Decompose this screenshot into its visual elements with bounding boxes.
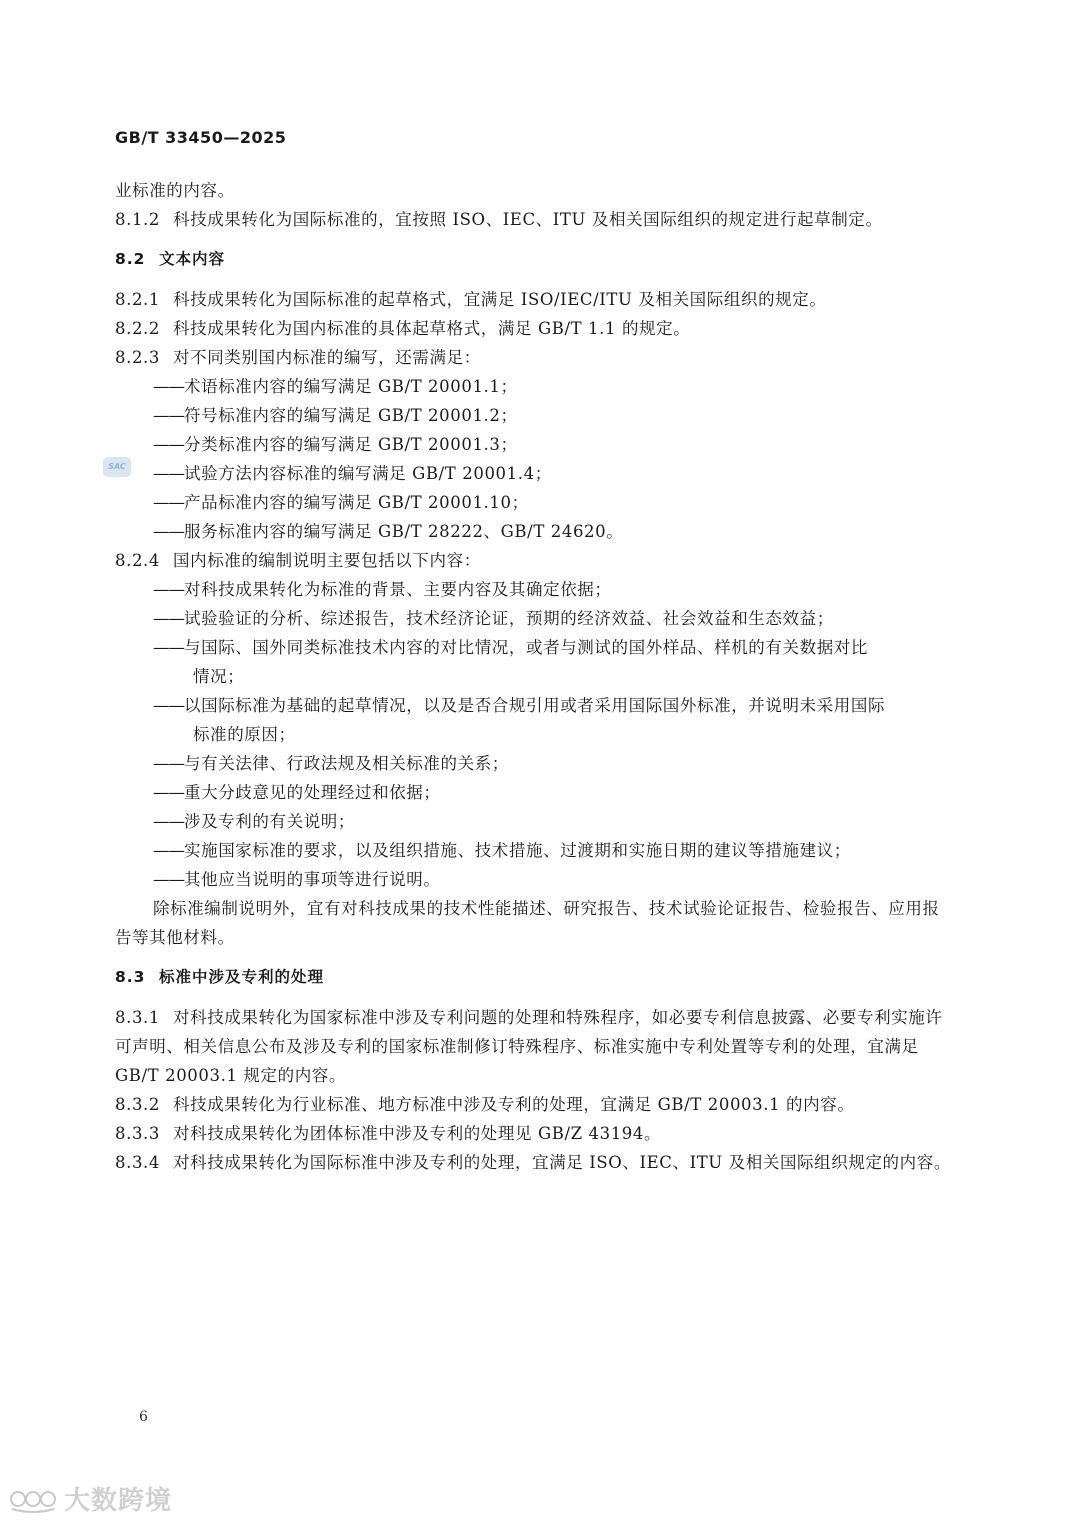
dash-mark: —— bbox=[153, 638, 184, 657]
clause-text: 科技成果转化为国内标准的具体起草格式，满足 GB/T 1.1 的规定。 bbox=[173, 319, 691, 338]
clause-text: 科技成果转化为行业标准、地方标准中涉及专利的处理，宜满足 GB/T 20003.1 的内容。 bbox=[173, 1095, 855, 1114]
list-item bbox=[115, 517, 955, 546]
clause-text: 对不同类别国内标准的编写，还需满足： bbox=[173, 348, 481, 367]
list-item bbox=[115, 575, 955, 604]
document-body bbox=[115, 176, 955, 1177]
watermark-logo-icon bbox=[8, 1483, 58, 1513]
list-item-text: 其他应当说明的事项等进行说明。 bbox=[184, 870, 441, 889]
list-item bbox=[115, 749, 955, 778]
clause-text: 科技成果转化为国际标准的起草格式，宜满足 ISO/IEC/ITU 及相关国际组织的规定。 bbox=[173, 290, 827, 309]
list-item bbox=[115, 401, 955, 430]
clause-8-1-2 bbox=[115, 205, 955, 234]
dash-mark: —— bbox=[153, 493, 184, 512]
clause-number: 8.2.3 bbox=[115, 348, 160, 367]
clause-number: 8.2.1 bbox=[115, 290, 160, 309]
list-item-text: 产品标准内容的编写满足 GB/T 20001.10； bbox=[184, 493, 529, 512]
list-item-text: 与有关法律、行政法规及相关标准的关系； bbox=[184, 754, 509, 773]
page-number: 6 bbox=[139, 1409, 148, 1425]
clause-8-3-4 bbox=[115, 1148, 955, 1177]
dash-mark: —— bbox=[153, 377, 184, 396]
list-item bbox=[115, 807, 955, 836]
clause-text: 国内标准的编制说明主要包括以下内容： bbox=[173, 551, 481, 570]
clause-number: 8.2.4 bbox=[115, 551, 160, 570]
paragraph: 除标准编制说明外，宜有对科技成果的技术性能描述、研究报告、技术试验论证报告、检验报告、应用报告等其他材料。 bbox=[115, 899, 940, 947]
clause-8-2-4 bbox=[115, 546, 955, 575]
section-heading-8-3 bbox=[115, 963, 955, 992]
section-title: 文本内容 bbox=[159, 250, 226, 268]
dash-mark: —— bbox=[153, 696, 184, 715]
clause-number: 8.2.2 bbox=[115, 319, 160, 338]
dash-mark: —— bbox=[153, 754, 184, 773]
clause-number: 8.3.2 bbox=[115, 1095, 160, 1114]
list-item bbox=[115, 488, 955, 517]
clause-number: 8.1.2 bbox=[115, 210, 160, 229]
clause-8-2-2 bbox=[115, 314, 955, 343]
clause-text: 对科技成果转化为国家标准中涉及专利问题的处理和特殊程序，如必要专利信息披露、必要专利实施许可声明、相关信息公布及涉及专利的国家标准制修订特殊程序、标准实施中专利处置等专利的处理，宜满足 GB/T 20003.1 规定的内容。 bbox=[115, 1008, 943, 1085]
watermark-text: 大数跨境 bbox=[64, 1485, 173, 1516]
clause-8-3-3 bbox=[115, 1119, 955, 1148]
list-item bbox=[115, 459, 955, 488]
list-item-text: 服务标准内容的编写满足 GB/T 28222、GB/T 24620。 bbox=[184, 522, 624, 541]
document-code: GB/T 33450—2025 bbox=[115, 128, 287, 147]
list-item-continuation: 标准的原因； bbox=[193, 725, 296, 744]
clause-text: 对科技成果转化为国际标准中涉及专利的处理，宜满足 ISO、IEC、ITU 及相关国际组织规定的内容。 bbox=[173, 1153, 951, 1172]
clause-8-3-1 bbox=[115, 1003, 955, 1090]
clause-number: 8.3.3 bbox=[115, 1124, 160, 1143]
sac-stamp-icon: SAC bbox=[103, 457, 131, 477]
list-item-text: 符号标准内容的编写满足 GB/T 20001.2； bbox=[184, 406, 518, 425]
section-title: 标准中涉及专利的处理 bbox=[159, 968, 325, 986]
watermark bbox=[8, 1478, 172, 1518]
list-item-text: 与国际、国外同类标准技术内容的对比情况，或者与测试的国外样品、样机的有关数据对比 bbox=[184, 638, 868, 657]
dash-mark: —— bbox=[153, 870, 184, 889]
list-item-text: 涉及专利的有关说明； bbox=[184, 812, 355, 831]
clause-text: 对科技成果转化为团体标准中涉及专利的处理见 GB/Z 43194。 bbox=[173, 1124, 662, 1143]
list-item bbox=[115, 633, 955, 662]
list-item bbox=[115, 836, 955, 865]
list-item-text: 以国际标准为基础的起草情况，以及是否合规引用或者采用国际国外标准，并说明未采用国际 bbox=[184, 696, 886, 715]
list-item-text: 实施国家标准的要求，以及组织措施、技术措施、过渡期和实施日期的建议等措施建议； bbox=[184, 841, 851, 860]
list-item bbox=[115, 430, 955, 459]
text-line: 业标准的内容。 bbox=[115, 181, 235, 200]
clause-number: 8.3.4 bbox=[115, 1153, 160, 1172]
clause-number: 8.3.1 bbox=[115, 1008, 160, 1027]
list-item-text: 重大分歧意见的处理经过和依据； bbox=[184, 783, 441, 802]
list-item bbox=[115, 604, 955, 633]
dash-mark: —— bbox=[153, 580, 184, 599]
clause-text: 科技成果转化为国际标准的，宜按照 ISO、IEC、ITU 及相关国际组织的规定进行起草制定。 bbox=[173, 210, 883, 229]
clause-8-2-3 bbox=[115, 343, 955, 372]
section-heading-8-2 bbox=[115, 245, 955, 274]
dash-mark: —— bbox=[153, 435, 184, 454]
dash-mark: —— bbox=[153, 841, 184, 860]
list-item-text: 对科技成果转化为标准的背景、主要内容及其确定依据； bbox=[184, 580, 612, 599]
list-item bbox=[115, 691, 955, 720]
list-item-text: 试验方法内容标准的编写满足 GB/T 20001.4； bbox=[184, 464, 552, 483]
section-number: 8.3 bbox=[115, 968, 146, 986]
dash-mark: —— bbox=[153, 522, 184, 541]
section-number: 8.2 bbox=[115, 250, 146, 268]
dash-mark: —— bbox=[153, 406, 184, 425]
list-item bbox=[115, 372, 955, 401]
list-item bbox=[115, 778, 955, 807]
dash-mark: —— bbox=[153, 464, 184, 483]
dash-mark: —— bbox=[153, 783, 184, 802]
list-item bbox=[115, 865, 955, 894]
clause-8-3-2 bbox=[115, 1090, 955, 1119]
dash-mark: —— bbox=[153, 609, 184, 628]
list-item-text: 分类标准内容的编写满足 GB/T 20001.3； bbox=[184, 435, 518, 454]
list-item-text: 试验验证的分析、综述报告，技术经济论证，预期的经济效益、社会效益和生态效益； bbox=[184, 609, 834, 628]
dash-mark: —— bbox=[153, 812, 184, 831]
list-item-text: 术语标准内容的编写满足 GB/T 20001.1； bbox=[184, 377, 518, 396]
clause-8-2-1 bbox=[115, 285, 955, 314]
list-item-continuation: 情况； bbox=[193, 667, 245, 686]
